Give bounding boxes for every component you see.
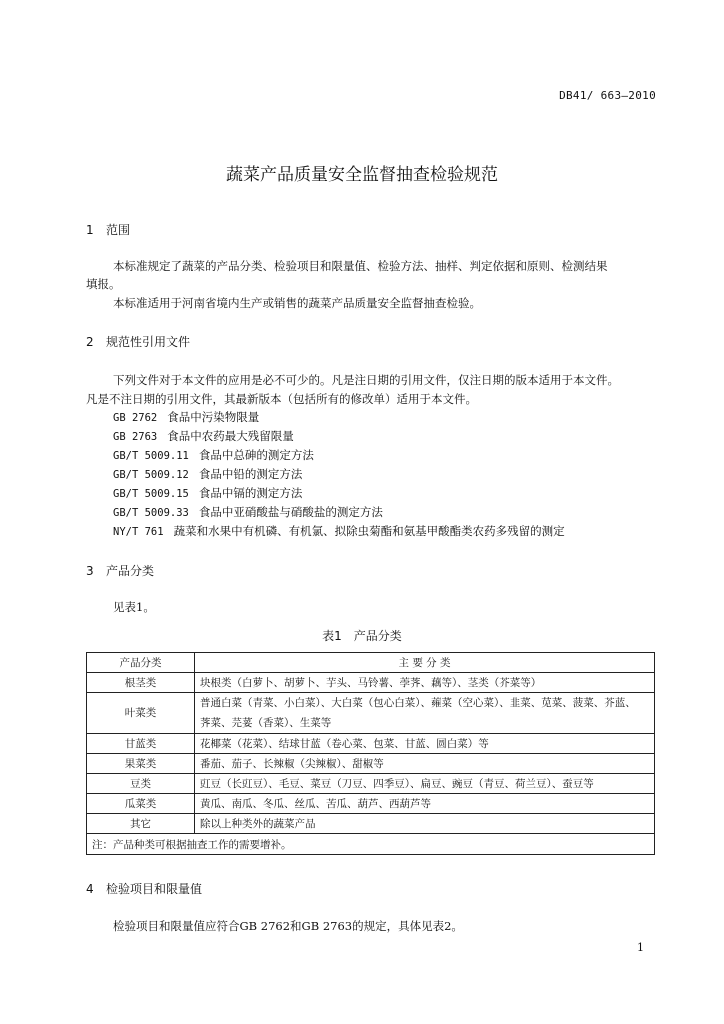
table-row (87, 814, 655, 834)
items-cell: 黄瓜、南瓜、冬瓜、丝瓜、苦瓜、葫芦、西葫芦等 (195, 794, 655, 814)
table-note: 注：产品种类可根据抽查工作的需要增补。 (87, 834, 655, 855)
items-cell: 块根类（白萝卜、胡萝卜、芋头、马铃薯、荸荠、藕等）、茎类（芥菜等） (195, 673, 655, 693)
paragraph-applicability: 本标准适用于河南省境内生产或销售的蔬菜产品质量安全监督抽查检验。 (113, 296, 481, 310)
category-cell: 叶菜类 (87, 693, 195, 734)
category-cell: 根茎类 (87, 673, 195, 693)
reference-item: GB 2763 食品中农药最大残留限量 (113, 429, 294, 443)
section-heading-1 (86, 221, 130, 238)
section-heading-2 (86, 333, 190, 350)
paragraph-scope-line2: 填报。 (86, 277, 121, 291)
items-cell: 豇豆（长豇豆）、毛豆、菜豆（刀豆、四季豆）、扁豆、豌豆（青豆、荷兰豆）、蚕豆等 (195, 774, 655, 794)
table-row (87, 673, 655, 693)
category-cell: 瓜菜类 (87, 794, 195, 814)
section-title: 产品分类 (106, 564, 155, 578)
table-row (87, 754, 655, 774)
table-header-cell: 产品分类 (87, 653, 195, 673)
table-row (87, 734, 655, 754)
page-number: 1 (637, 941, 644, 954)
paragraph-see-table: 见表1。 (113, 600, 155, 614)
paragraph-scope-line1: 本标准规定了蔬菜的产品分类、检验项目和限量值、检验方法、抽样、判定依据和原则、检测结果 (113, 259, 608, 273)
table-row (87, 774, 655, 794)
section-heading-3 (86, 562, 154, 579)
document-title: 蔬菜产品质量安全监督抽查检验规范 (226, 165, 498, 185)
section-title: 规范性引用文件 (106, 335, 191, 349)
paragraph-references-intro-line1: 下列文件对于本文件的应用是必不可少的。凡是注日期的引用文件，仅注日期的版本适用于本文件。 (113, 373, 619, 387)
section-number: 3 (86, 564, 94, 578)
category-cell: 其它 (87, 814, 195, 834)
table-header-cell: 主 要 分 类 (195, 653, 655, 673)
reference-item: GB/T 5009.33 食品中亚硝酸盐与硝酸盐的测定方法 (113, 505, 383, 519)
section-number: 1 (86, 223, 94, 237)
standard-code-header: DB41/ 663—2010 (559, 89, 656, 102)
section-title: 范围 (106, 223, 131, 237)
category-cell: 果菜类 (87, 754, 195, 774)
items-cell: 花椰菜（花菜）、结球甘蓝（卷心菜、包菜、甘蓝、圆白菜）等 (195, 734, 655, 754)
category-cell: 豆类 (87, 774, 195, 794)
reference-item: GB/T 5009.12 食品中铅的测定方法 (113, 467, 303, 481)
table-note-row (87, 834, 655, 855)
section-number: 2 (86, 335, 94, 349)
items-cell: 除以上种类外的蔬菜产品 (195, 814, 655, 834)
table-header-row (87, 653, 655, 673)
items-cell: 番茄、茄子、长辣椒（尖辣椒）、甜椒等 (195, 754, 655, 774)
reference-item: GB/T 5009.11 食品中总砷的测定方法 (113, 448, 314, 462)
category-cell: 甘蓝类 (87, 734, 195, 754)
section-heading-4 (86, 880, 202, 897)
table-caption: 表1 产品分类 (322, 629, 402, 643)
product-classification-table (86, 652, 655, 855)
paragraph-references-intro-line2: 凡是不注日期的引用文件，其最新版本（包括所有的修改单）适用于本文件。 (86, 392, 477, 406)
table-row (87, 794, 655, 814)
paragraph-limits: 检验项目和限量值应符合GB 2762和GB 2763的规定，具体见表2。 (113, 919, 463, 933)
table-row (87, 693, 655, 734)
reference-item: GB 2762 食品中污染物限量 (113, 410, 260, 424)
reference-item: NY/T 761 蔬菜和水果中有机磷、有机氯、拟除虫菊酯和氨基甲酸酯类农药多残留的测定 (113, 524, 565, 538)
section-number: 4 (86, 882, 94, 896)
items-cell: 普通白菜（青菜、小白菜）、大白菜（包心白菜）、蕹菜（空心菜）、韭菜、苋菜、菠菜、芥蓝、 荠菜、芫荽（香菜）、生菜等 (195, 693, 655, 734)
reference-item: GB/T 5009.15 食品中镉的测定方法 (113, 486, 303, 500)
section-title: 检验项目和限量值 (106, 882, 203, 896)
